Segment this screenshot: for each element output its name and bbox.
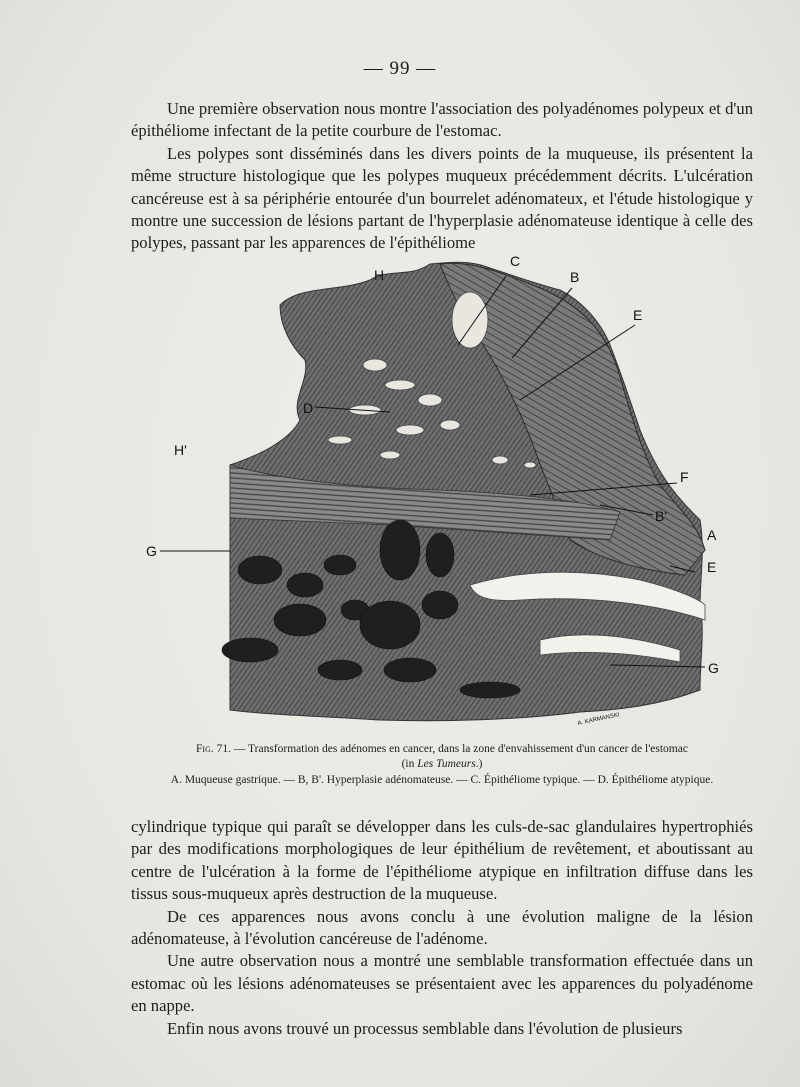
paragraph: Les polypes sont disséminés dans les divers points de la muqueuse, ils présentent la même structure histologique que les polypes muqueux précédemment décrits. L'ulcération cancéreuse est à sa périphérie entourée d'un bourrelet adénomateux, et l'étude histologique y montre une succession de lésions partant de l'hyperplasie adénomateuse identique à celle des polypes, passant par les apparences de l'épithéliome <box>131 143 753 253</box>
caption-source-close: .) <box>475 758 483 770</box>
caption-source-title: Les Tumeurs <box>417 758 476 770</box>
label-B: B <box>570 269 580 285</box>
label-E-right: E <box>707 559 717 575</box>
paragraph: cylindrique typique qui paraît se développer dans les culs-de-sac glandulaires hypertrophiés par des modifications morphologiques de leur épithélium de revêtement, et aboutissant au centre de l'ulcération à la forme de l'épithéliome atypique en infiltration diffuse dans les tissus sous-muqueux après destruction de la muqueuse. <box>131 817 753 904</box>
label-H-prime: H' <box>174 442 187 458</box>
top-text-block <box>131 98 753 255</box>
histology-figure <box>140 250 740 740</box>
paragraph: Une première observation nous montre l'association des polyadénomes polypeux et d'un épithéliome infectant de la petite courbure de l'estomac. <box>131 99 753 141</box>
paragraph: Enfin nous avons trouvé un processus semblable dans l'évolution de plusieurs <box>167 1018 683 1038</box>
page-number: — 99 — <box>363 58 437 79</box>
label-G-right: G <box>708 660 719 676</box>
label-G-left: G <box>146 543 157 559</box>
paragraph: Une autre observation nous a montré une semblable transformation effectuée dans un estomac où les lésions adénomateuses se présentaient avec les apparences du polyadénome en nappe. <box>131 951 753 1016</box>
histology-illustration <box>140 250 740 740</box>
label-F: F <box>680 469 689 485</box>
caption-fig-prefix: Fig. 71. <box>196 743 231 755</box>
label-A: A <box>707 527 717 543</box>
label-E-top: E <box>633 307 643 323</box>
caption-title: — Transformation des adénomes en cancer, dans la zone d'envahissement d'un cancer de l'estomac <box>230 743 688 755</box>
figure-legend: A. Muqueuse gastrique. — B, B'. Hyperplasie adénomateuse. — C. Épithéliome typique. — D. Épithéliome atypique. <box>170 774 714 786</box>
bottom-text-block <box>131 816 753 1040</box>
figure-caption <box>131 742 753 772</box>
label-D: D <box>303 400 314 416</box>
engraver-signature: A. KARMANSKI <box>577 712 621 727</box>
caption-source-open: (in <box>401 758 418 770</box>
label-B-prime: B' <box>655 508 668 524</box>
label-C: C <box>510 253 521 269</box>
paragraph: De ces apparences nous avons conclu à une évolution maligne de la lésion adénomateuse, à l'évolution cancéreuse de l'adénome. <box>131 906 753 949</box>
label-H: H <box>374 267 385 283</box>
